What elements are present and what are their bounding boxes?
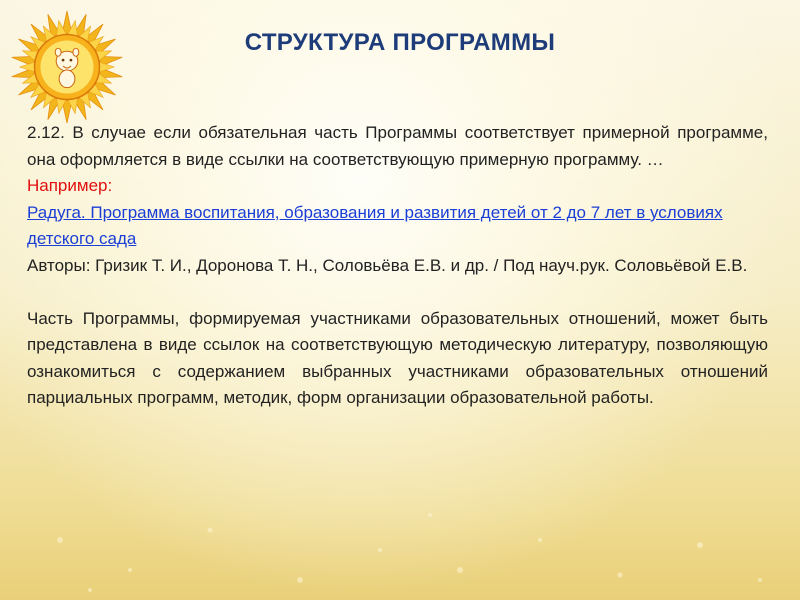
- authors-text: Авторы: Гризик Т. И., Доронова Т. Н., Соловьёва Е.В. и др. / Под науч.рук. Соловьёвой Е.В.: [27, 255, 748, 275]
- paragraph-participants-part: Часть Программы, формируемая участниками образовательных отношений, может быть представлена в виде ссылок на соответствующую методическую литературу, позволяющую ознакомиться с содержанием выбранных участниками образовательных отношений парциальных программ, методик, форм организации образовательной работы.: [27, 308, 768, 408]
- spacer: [27, 280, 768, 306]
- slide-content: [27, 120, 768, 412]
- example-label: Например:: [27, 176, 113, 196]
- sun-logo-icon: [8, 8, 126, 126]
- paragraph-standard-clause: 2.12. В случае если обязательная часть Программы соответствует примерной программе, она оформляется в виде ссылки на соответствующую примерную программу. …: [27, 123, 768, 169]
- background-sparkles: [0, 420, 800, 600]
- page-title: СТРУКТУРА ПРОГРАММЫ: [244, 29, 556, 56]
- example-program-link[interactable]: Радуга. Программа воспитания, образования и развития детей от 2 до 7 лет в условиях детского сада: [27, 202, 723, 249]
